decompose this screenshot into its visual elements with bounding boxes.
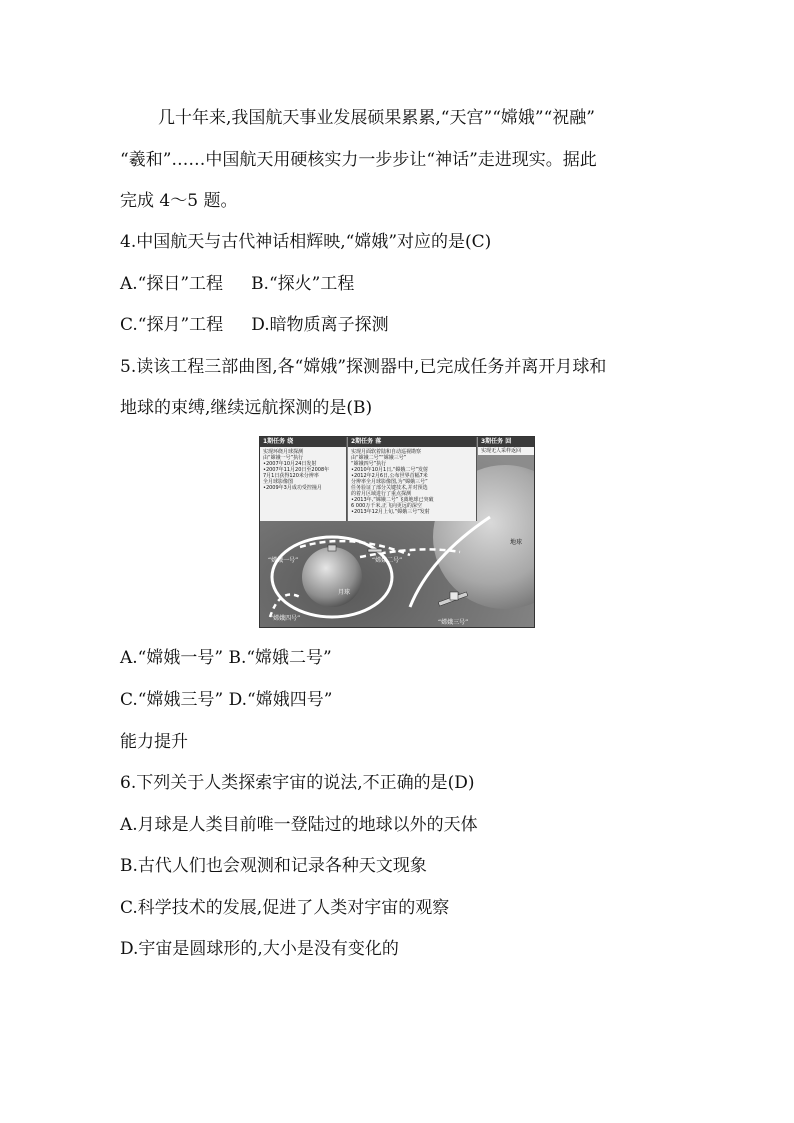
panel-phase-1-line: 实现环绕月球探测 [263, 449, 304, 455]
panel-phase-2-line: •2010年10月1日,“嫦娥二号”发射 [351, 467, 428, 473]
intro-line-1: 几十年来,我国航天事业发展硕果累累,“天宫”“嫦娥”“祝融” [158, 108, 595, 128]
panel-phase-2-line: 分辨率全月球影像图,为“嫦娥三号” [351, 479, 428, 485]
panel-phase-2 [348, 437, 477, 521]
satellite-body-icon [450, 592, 458, 600]
section-title: 能力提升 [120, 732, 188, 752]
question-5-options-row-1 [120, 646, 700, 670]
chang-e-3-label: “嫦娥三号” [438, 619, 469, 626]
q6-option-d: D.宇宙是圆球形的,大小是没有变化的 [120, 939, 399, 959]
panel-phase-3 [478, 437, 534, 455]
panel-phase-1-head: 1期任务 绕 [260, 437, 346, 447]
chang-e-2-label: “嫦娥二号” [372, 557, 403, 564]
panel-phase-1 [260, 437, 347, 521]
question-5-options-row-2 [120, 688, 700, 712]
lander-icon [328, 545, 336, 551]
q6-option-c: C.科学技术的发展,促进了人类对宇宙的观察 [120, 898, 450, 918]
q6-option-b: B.古代人们也会观测和记录各种天文现象 [120, 856, 427, 876]
moon-label: 月球 [338, 589, 351, 596]
panel-phase-1-line: •2007年10月24日发射 [263, 461, 317, 467]
panel-phase-2-line: 由“嫦娥二号”“嫦娥三号” [351, 455, 407, 461]
q4-option-a: A.“探日”工程 [120, 274, 224, 294]
q5-option-b: B.“嫦娥二号” [228, 648, 332, 668]
panel-phase-1-line: •2009年3月成功受控撞月 [263, 485, 322, 491]
q5-option-d: D.“嫦娥四号” [228, 690, 333, 710]
orbiter-icon [368, 549, 382, 552]
q4-option-d: D.暗物质离子探测 [251, 315, 389, 335]
panel-phase-2-line: •2012年2月6日,公布世界首幅7米 [351, 473, 428, 479]
question-4-options-row-1 [120, 272, 700, 296]
panel-phase-2-line: •2013年12月上旬,“嫦娥三号”发射 [351, 509, 430, 515]
intro-line-3: 完成 4～5 题。 [120, 191, 238, 211]
chang-e-1-label: “嫦娥一号” [268, 557, 299, 564]
question-4-stem: 4.中国航天与古代神话相辉映,“嫦娥”对应的是(C) [120, 232, 492, 252]
panel-phase-2-line: 任务验证了部分关键技术,并对预选 [351, 485, 428, 491]
panel-phase-2-line: •2013年,“嫦娥二号”飞离地球已突破 [351, 497, 434, 503]
q6-option-a: A.月球是人类目前唯一登陆过的地球以外的天体 [120, 815, 478, 835]
question-6-stem: 6.下列关于人类探索宇宙的说法,不正确的是(D) [120, 773, 475, 793]
intro-line-2: “羲和”……中国航天用硬核实力一步步让“神话”走进现实。据此 [120, 150, 597, 170]
panel-phase-1-line: 7月1日获得120米分辨率 [263, 473, 319, 479]
chang-e-program-figure [259, 436, 535, 628]
q5-option-a: A.“嫦娥一号” [120, 648, 224, 668]
chang-e-4-label: “嫦娥四号” [270, 615, 301, 622]
question-5-stem-line-2: 地球的束缚,继续远航探测的是(B) [120, 398, 373, 418]
q5-option-c: C.“嫦娥三号” [120, 690, 224, 710]
panel-phase-2-line: 6 000万千米,正飞向更远的深空 [351, 503, 422, 509]
panel-phase-2-line: 实现月面软着陆和自动巡视勘察 [351, 449, 422, 455]
panel-phase-2-head: 2期任务 落 [348, 437, 476, 447]
q4-option-c: C.“探月”工程 [120, 315, 224, 335]
panel-phase-1-line: 由“嫦娥一号”执行 [263, 455, 304, 461]
panel-phase-1-line: 全月球影像图 [263, 479, 294, 485]
panel-phase-3-head: 3期任务 回 [478, 437, 534, 447]
question-4-options-row-2 [120, 313, 700, 337]
question-5-stem-line-1: 5.读该工程三部曲图,各“嫦娥”探测器中,已完成任务并离开月球和 [120, 357, 607, 377]
earth-label: 地球 [510, 539, 523, 546]
panel-phase-2-line: “嫦娥四号”执行 [351, 461, 387, 467]
q4-option-b: B.“探火”工程 [251, 274, 355, 294]
moon-globe [302, 547, 362, 607]
panel-phase-2-line: 的着月区域进行了重点探测 [351, 491, 412, 497]
panel-phase-1-line: •2007年11月20日至2008年 [263, 467, 330, 473]
panel-phase-3-line: 实现无人采样返回 [481, 448, 522, 454]
